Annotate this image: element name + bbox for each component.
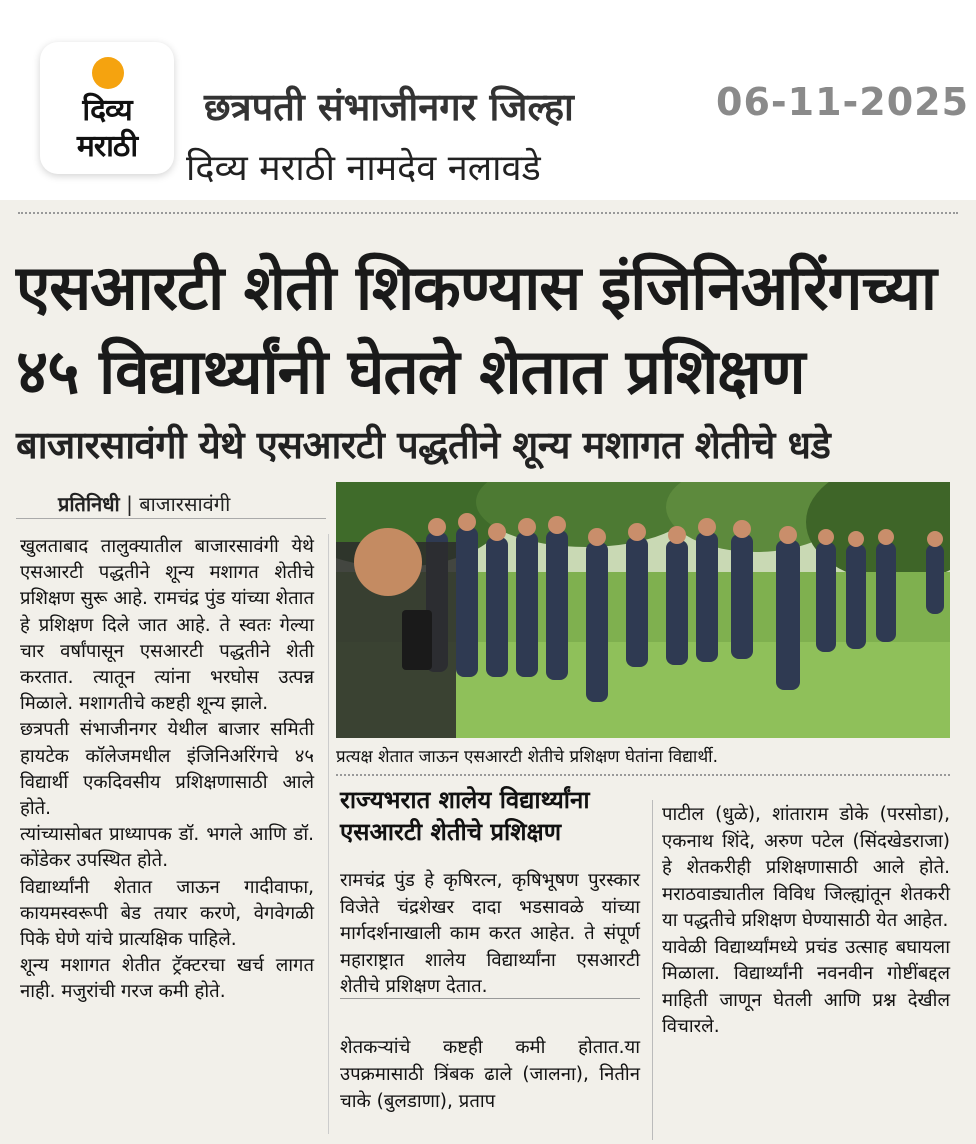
divya-marathi-logo	[40, 42, 174, 174]
divider	[16, 518, 326, 519]
district-title: छत्रपती संभाजीनगर जिल्हा	[204, 85, 574, 129]
divider	[336, 774, 950, 776]
paragraph: विद्यार्थ्यांनी शेतात जाऊन गादीवाफा, कायमस्वरूपी बेड तयार करणे, वेगवेगळी पिके घेणे यांचे प्रात्यक्षिक पाहिले.	[20, 876, 314, 951]
logo-text-line2: मराठी	[76, 129, 138, 164]
publish-date: 06-11-2025	[716, 80, 970, 124]
sun-icon	[92, 57, 124, 89]
paragraph: शेतकऱ्यांचे कष्टही कमी होतात.या उपक्रमासाठी त्रिंबक ढाले (जालना), नितीन चाके (बुलडाणा), प्रताप	[340, 1037, 640, 1112]
logo-text-line1: दिव्य	[82, 93, 132, 128]
paragraph: त्यांच्यासोबत प्राध्यापक डॉ. भगले आणि डॉ. कोंडेकर उपस्थित होते.	[20, 824, 314, 872]
article-column-right	[662, 802, 950, 1041]
column-divider	[652, 800, 653, 1140]
newspaper-clipping	[0, 200, 976, 1144]
article-column-left	[20, 534, 314, 1006]
subheadline: बाजारसावंगी येथे एसआरटी पद्धतीने शून्य मशागत शेतीचे धडे	[16, 423, 831, 467]
headline-line1: एसआरटी शेती शिकण्यास इंजिनिअरिंगच्या	[16, 251, 936, 324]
section-subheading: राज्यभरात शालेय विद्यार्थ्यांना एसआरटी शेतीचे प्रशिक्षण	[340, 786, 590, 846]
paragraph: छत्रपती संभाजीनगर येथील बाजार समिती हायटेक कॉलेजमधील इंजिनिअरिंगचे ४५ विद्यार्थी एकदिवसीय प्रशिक्षणासाठी आले होते.	[20, 719, 314, 820]
paragraph: शून्य मशागत शेतीत ट्रॅक्टरचा खर्च लागत नाही. मजुरांची गरज कमी होते.	[20, 955, 314, 1003]
divider	[18, 212, 958, 214]
paragraph: रामचंद्र पुंड हे कृषिरत्न, कृषिभूषण पुरस्कार विजेते चंद्रशेखर दादा भडसावळे यांच्या मार्गदर्शनाखाली काम करत आहेत. ते संपूर्ण महाराष्ट्रात शालेय विद्यार्थ्यांना एसआरटी शेतीचे प्रशिक्षण देतात.	[340, 870, 640, 997]
paragraph: यावेळी विद्यार्थ्यांमध्ये प्रचंड उत्साह बघायला मिळाला. विद्यार्थ्यांनी नवनवीन गोष्टींबद्दल माहिती जाणून घेतली आणि प्रश्न देखील विचारले.	[662, 936, 950, 1037]
byline-author: प्रतिनिधी	[58, 492, 120, 516]
paragraph: पाटील (धुळे), शांताराम डोके (परसोडा), एकनाथ शिंदे, अरुण पटेल (सिंदखेडराजा) हे शेतकरीही प्रशिक्षणासाठी आले होते. मराठवाड्यातील विविध जिल्ह्यांतून शेतकरी या पद्धतीचे प्रशिक्षण घेण्यासाठी येत आहेत.	[662, 804, 950, 931]
article-photo-students-in-field	[336, 482, 950, 738]
byline	[58, 490, 230, 517]
headline-line2: ४५ विद्यार्थ्यांनी घेतले शेतात प्रशिक्षण	[16, 335, 805, 408]
divider	[340, 998, 640, 999]
byline-place: | बाजारसावंगी	[119, 492, 231, 516]
column-divider	[328, 534, 329, 1134]
publication-reporter: दिव्य मराठी नामदेव नलावडे	[186, 148, 541, 189]
paragraph: खुलताबाद तालुक्यातील बाजारसावंगी येथे एसआरटी पद्धतीने शून्य मशागत शेतीचे प्रशिक्षण सुरू आहे. रामचंद्र पुंड यांच्या शेतात हे प्रशिक्षण दिले जात आहे. ते स्वतः गेल्या चार वर्षांपासून एसआरटी पद्धतीने शेती करतात. त्यातून त्यांना भरघोस उत्पन्न मिळाले. मशागतीचे कष्टही शून्य झाले.	[20, 536, 314, 715]
photo-caption: प्रत्यक्ष शेतात जाऊन एसआरटी शेतीचे प्रशिक्षण घेतांना विद्यार्थी.	[336, 747, 718, 767]
